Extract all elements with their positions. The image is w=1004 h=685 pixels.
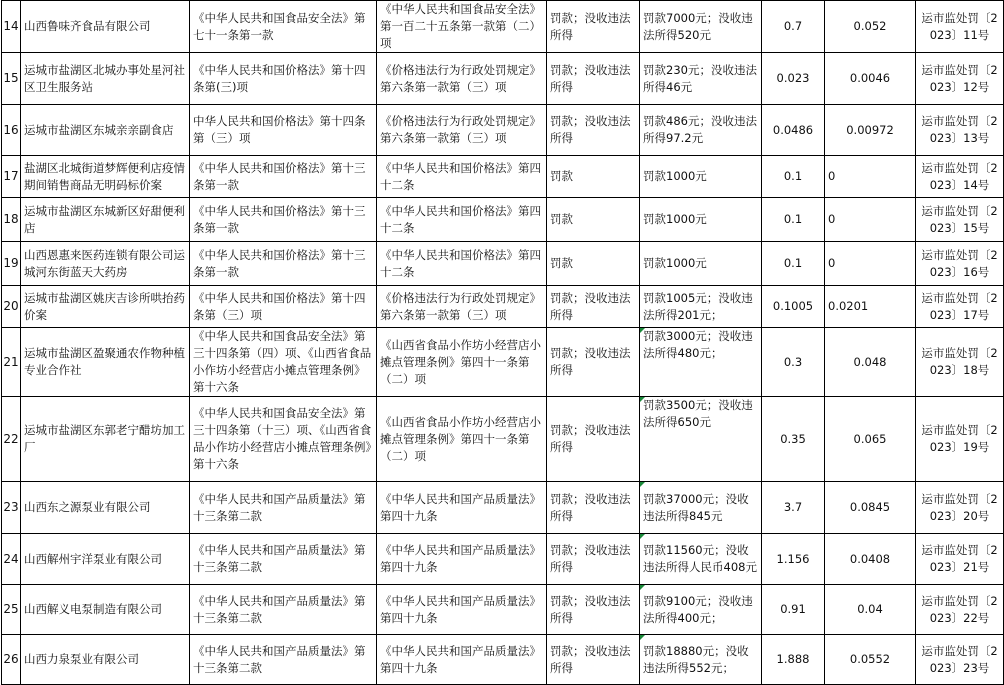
confiscation-value: 0.0408: [825, 534, 916, 585]
decision-document-number: 运市监处罚〔2023〕13号: [916, 105, 1004, 156]
penalty-type: 罚款；没收违法所得: [547, 328, 640, 397]
penalty-amount: 罚款18880元；没收违法所得552元；: [640, 635, 762, 685]
penalty-type: 罚款: [547, 242, 640, 286]
party-name: 盐湖区北城街道梦辉便利店疫情期间销售商品无明码标价案: [21, 156, 190, 198]
party-name: 运城市盐湖区东城新区好甜便利店: [21, 198, 190, 242]
decision-document-number: 运市监处罚〔2023〕15号: [916, 198, 1004, 242]
penalty-basis: 《中华人民共和国价格法》第四十二条: [377, 242, 547, 286]
table-row: [2, 156, 1004, 198]
confiscation-value: 0.0845: [825, 482, 916, 534]
decision-document-number: 运市监处罚〔2023〕18号: [916, 328, 1004, 397]
penalty-basis: 《价格违法行为行政处罚规定》第六条第一款第（三）项: [377, 286, 547, 328]
violated-law: 《中华人民共和国价格法》第十三条第一款: [190, 198, 377, 242]
row-number: 19: [2, 242, 21, 286]
penalty-amount: 罚款1000元: [640, 156, 762, 198]
fine-value: 0.1005: [762, 286, 825, 328]
fine-value: 0.023: [762, 53, 825, 105]
penalty-amount: 罚款37000元；没收违法所得845元: [640, 482, 762, 534]
violated-law: 《中华人民共和国食品安全法》第三十四条第（十三）项、《山西省食品小作坊小经营店小摊点管理条例》第十六条: [190, 397, 377, 482]
violated-law: 《中华人民共和国产品质量法》第十三条第二款: [190, 534, 377, 585]
party-name: 山西解州宇洋泵业有限公司: [21, 534, 190, 585]
confiscation-value: 0.052: [825, 1, 916, 53]
row-number: 17: [2, 156, 21, 198]
penalty-type: 罚款；没收违法所得: [547, 1, 640, 53]
penalty-type: 罚款；没收违法所得: [547, 286, 640, 328]
penalty-amount: 罚款1005元；没收违法所得201元；: [640, 286, 762, 328]
table-row: [2, 397, 1004, 482]
fine-value: 0.7: [762, 1, 825, 53]
table-row: [2, 482, 1004, 534]
table-row: [2, 105, 1004, 156]
violated-law: 《中华人民共和国价格法》第十四条第(三)项: [190, 53, 377, 105]
penalty-amount: 罚款11560元；没收违法所得人民币408元: [640, 534, 762, 585]
violated-law: 《中华人民共和国产品质量法》第十三条第二款: [190, 635, 377, 685]
decision-document-number: 运市监处罚〔2023〕16号: [916, 242, 1004, 286]
violated-law: 《中华人民共和国产品质量法》第十三条第二款: [190, 585, 377, 635]
confiscation-value: 0.048: [825, 328, 916, 397]
table-row: [2, 53, 1004, 105]
penalty-amount: 罚款7000元；没收违法所得520元: [640, 1, 762, 53]
table-row: [2, 328, 1004, 397]
party-name: 山西解义电泵制造有限公司: [21, 585, 190, 635]
penalty-basis: 《山西省食品小作坊小经营店小摊点管理条例》第四十一条第（二）项: [377, 397, 547, 482]
fine-value: 0.91: [762, 585, 825, 635]
confiscation-value: 0: [825, 156, 916, 198]
table-row: [2, 286, 1004, 328]
row-number: 22: [2, 397, 21, 482]
penalty-basis: 《价格违法行为行政处罚规定》第六条第一款第（三）项: [377, 105, 547, 156]
decision-document-number: 运市监处罚〔2023〕21号: [916, 534, 1004, 585]
row-number: 26: [2, 635, 21, 685]
row-number: 21: [2, 328, 21, 397]
row-number: 24: [2, 534, 21, 585]
violated-law: 《中华人民共和国食品安全法》第七十一条第一款: [190, 1, 377, 53]
confiscation-value: 0: [825, 242, 916, 286]
party-name: 运城市盐湖区北城办事处星河社区卫生服务站: [21, 53, 190, 105]
penalty-type: 罚款；没收违法所得: [547, 534, 640, 585]
confiscation-value: 0: [825, 198, 916, 242]
violated-law: 《中华人民共和国价格法》第十四条第（三）项: [190, 286, 377, 328]
violated-law: 中华人民共和国价格法》第十四条第（三）项: [190, 105, 377, 156]
penalty-amount: 罚款230元；没收违法所得46元: [640, 53, 762, 105]
confiscation-value: 0.065: [825, 397, 916, 482]
penalty-basis: 《中华人民共和国产品质量法》第四十九条: [377, 635, 547, 685]
penalty-basis: 《山西省食品小作坊小经营店小摊点管理条例》第四十一条第（二）项: [377, 328, 547, 397]
fine-value: 3.7: [762, 482, 825, 534]
penalty-amount: 罚款1000元: [640, 242, 762, 286]
penalty-amount: 罚款3000元；没收违法所得480元；: [640, 328, 762, 397]
decision-document-number: 运市监处罚〔2023〕20号: [916, 482, 1004, 534]
row-number: 20: [2, 286, 21, 328]
table-row: [2, 585, 1004, 635]
penalty-type: 罚款；没收违法所得: [547, 397, 640, 482]
violated-law: 《中华人民共和国价格法》第十三条第一款: [190, 242, 377, 286]
penalty-basis: 《中华人民共和国食品安全法》第一百二十五条第一款第（二）项: [377, 1, 547, 53]
decision-document-number: 运市监处罚〔2023〕12号: [916, 53, 1004, 105]
confiscation-value: 0.00972: [825, 105, 916, 156]
penalty-table: [1, 0, 1004, 685]
penalty-type: 罚款: [547, 198, 640, 242]
fine-value: 0.1: [762, 242, 825, 286]
decision-document-number: 运市监处罚〔2023〕17号: [916, 286, 1004, 328]
party-name: 运城市盐湖区东郭老宁醋坊加工厂: [21, 397, 190, 482]
penalty-basis: 《价格违法行为行政处罚规定》第六条第一款第（三）项: [377, 53, 547, 105]
penalty-type: 罚款；没收违法所得: [547, 635, 640, 685]
party-name: 运城市盐湖区盈聚通农作物种植专业合作社: [21, 328, 190, 397]
decision-document-number: 运市监处罚〔2023〕19号: [916, 397, 1004, 482]
row-number: 14: [2, 1, 21, 53]
party-name: 山西鲁味齐食品有限公司: [21, 1, 190, 53]
penalty-amount: 罚款1000元: [640, 198, 762, 242]
violated-law: 《中华人民共和国产品质量法》第十三条第二款: [190, 482, 377, 534]
violated-law: 《中华人民共和国价格法》第十三条第一款: [190, 156, 377, 198]
confiscation-value: 0.0201: [825, 286, 916, 328]
fine-value: 1.156: [762, 534, 825, 585]
fine-value: 0.35: [762, 397, 825, 482]
decision-document-number: 运市监处罚〔2023〕23号: [916, 635, 1004, 685]
penalty-basis: 《中华人民共和国产品质量法》第四十九条: [377, 585, 547, 635]
decision-document-number: 运市监处罚〔2023〕11号: [916, 1, 1004, 53]
penalty-amount: 罚款3500元；没收违法所得650元: [640, 397, 762, 482]
table-row: [2, 242, 1004, 286]
violated-law: 《中华人民共和国食品安全法》第三十四条第（四）项、《山西省食品小作坊小经营店小摊点管理条例》第十六条: [190, 328, 377, 397]
table-row: [2, 635, 1004, 685]
row-number: 18: [2, 198, 21, 242]
table-row: [2, 1, 1004, 53]
decision-document-number: 运市监处罚〔2023〕22号: [916, 585, 1004, 635]
row-number: 23: [2, 482, 21, 534]
penalty-type: 罚款；没收违法所得: [547, 105, 640, 156]
table-row: [2, 534, 1004, 585]
fine-value: 0.0486: [762, 105, 825, 156]
confiscation-value: 0.0046: [825, 53, 916, 105]
penalty-basis: 《中华人民共和国价格法》第四十二条: [377, 198, 547, 242]
penalty-type: 罚款；没收违法所得: [547, 53, 640, 105]
penalty-type: 罚款: [547, 156, 640, 198]
penalty-basis: 《中华人民共和国产品质量法》第四十九条: [377, 482, 547, 534]
penalty-type: 罚款；没收违法所得: [547, 482, 640, 534]
party-name: 山西恩惠来医药连锁有限公司运城河东街蓝天大药房: [21, 242, 190, 286]
fine-value: 0.1: [762, 156, 825, 198]
fine-value: 0.3: [762, 328, 825, 397]
table-row: [2, 198, 1004, 242]
penalty-basis: 《中华人民共和国产品质量法》第四十九条: [377, 534, 547, 585]
penalty-amount: 罚款9100元；没收违法所得400元；: [640, 585, 762, 635]
fine-value: 0.1: [762, 198, 825, 242]
row-number: 15: [2, 53, 21, 105]
decision-document-number: 运市监处罚〔2023〕14号: [916, 156, 1004, 198]
penalty-basis: 《中华人民共和国价格法》第四十二条: [377, 156, 547, 198]
fine-value: 1.888: [762, 635, 825, 685]
party-name: 运城市盐湖区姚庆吉诊所哄抬药价案: [21, 286, 190, 328]
row-number: 25: [2, 585, 21, 635]
row-number: 16: [2, 105, 21, 156]
confiscation-value: 0.0552: [825, 635, 916, 685]
party-name: 山西东之源泵业有限公司: [21, 482, 190, 534]
party-name: 运城市盐湖区东城亲亲副食店: [21, 105, 190, 156]
penalty-amount: 罚款486元；没收违法所得97.2元: [640, 105, 762, 156]
confiscation-value: 0.04: [825, 585, 916, 635]
party-name: 山西力泉泵业有限公司: [21, 635, 190, 685]
penalty-type: 罚款；没收违法所得: [547, 585, 640, 635]
